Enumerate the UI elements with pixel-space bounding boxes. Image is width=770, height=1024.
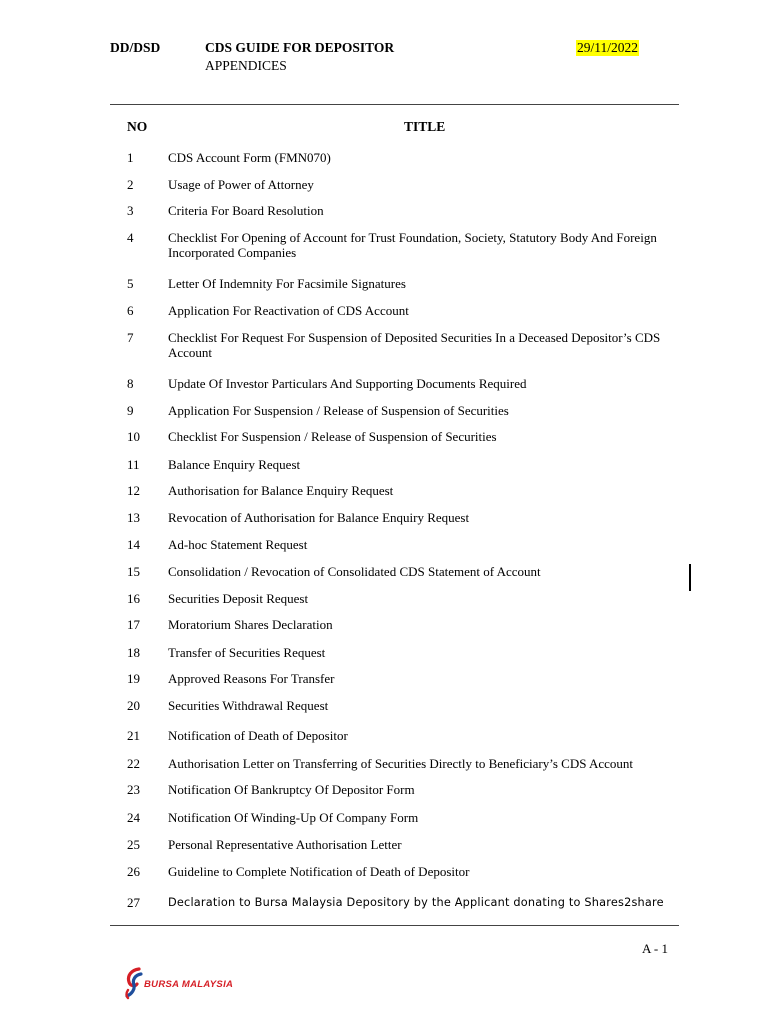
- row-title: Moratorium Shares Declaration: [168, 617, 333, 632]
- row-title: Consolidation / Revocation of Consolidated CDS Statement of Account: [168, 564, 541, 579]
- document-title: CDS GUIDE FOR DEPOSITOR: [205, 40, 395, 55]
- row-number: 7: [127, 330, 134, 345]
- row-number: 17: [127, 617, 140, 632]
- row-number: 12: [127, 483, 140, 498]
- row-title: Declaration to Bursa Malaysia Depository by the Applicant donating to Shares2share: [168, 896, 664, 909]
- row-title: Checklist For Suspension / Release of Suspension of Securities: [168, 429, 497, 444]
- row-number: 11: [127, 457, 140, 472]
- row-title: Notification of Death of Depositor: [168, 728, 348, 743]
- row-number: 18: [127, 645, 140, 660]
- bottom-divider: [110, 925, 679, 926]
- row-title: Checklist For Opening of Account for Trust Foundation, Society, Statutory Body And Foreign Incorporated Companies: [168, 230, 657, 260]
- department-code: DD/DSD: [110, 40, 161, 55]
- row-number: 23: [127, 782, 140, 797]
- row-number: 20: [127, 698, 140, 713]
- row-title: Application For Reactivation of CDS Account: [168, 303, 409, 318]
- row-title: Securities Withdrawal Request: [168, 698, 329, 713]
- row-number: 24: [127, 810, 140, 825]
- row-title: Criteria For Board Resolution: [168, 203, 324, 218]
- row-number: 15: [127, 564, 140, 579]
- column-header-no: NO: [127, 119, 148, 134]
- row-number: 14: [127, 537, 140, 552]
- row-title: Approved Reasons For Transfer: [168, 671, 335, 686]
- row-number: 27: [127, 895, 140, 910]
- row-number: 1: [127, 150, 134, 165]
- row-number: 3: [127, 203, 134, 218]
- row-number: 4: [127, 230, 134, 245]
- row-title: Revocation of Authorisation for Balance Enquiry Request: [168, 510, 470, 525]
- row-number: 25: [127, 837, 140, 852]
- row-number: 16: [127, 591, 140, 606]
- document-subtitle: APPENDICES: [205, 58, 287, 73]
- row-number: 21: [127, 728, 140, 743]
- document-date: 29/11/2022: [577, 40, 639, 55]
- row-title: Notification Of Winding-Up Of Company Form: [168, 810, 419, 825]
- row-title: Letter Of Indemnity For Facsimile Signatures: [168, 276, 406, 291]
- page-number: A - 1: [642, 941, 668, 956]
- row-title: Ad-hoc Statement Request: [168, 537, 308, 552]
- row-title: Securities Deposit Request: [168, 591, 309, 606]
- row-title: Authorisation Letter on Transferring of Securities Directly to Beneficiary’s CDS Account: [168, 756, 634, 771]
- row-number: 19: [127, 671, 140, 686]
- row-number: 2: [127, 177, 134, 192]
- top-divider: [110, 104, 679, 105]
- logo-text: BURSA MALAYSIA: [144, 979, 234, 990]
- row-number: 26: [127, 864, 140, 879]
- row-title: Authorisation for Balance Enquiry Request: [168, 483, 394, 498]
- row-title: Balance Enquiry Request: [168, 457, 301, 472]
- row-title: CDS Account Form (FMN070): [168, 150, 331, 165]
- row-title: Notification Of Bankruptcy Of Depositor Form: [168, 782, 415, 797]
- row-number: 22: [127, 756, 140, 771]
- row-title: Guideline to Complete Notification of Death of Depositor: [168, 864, 470, 879]
- row-number: 8: [127, 376, 134, 391]
- revision-bar: [689, 564, 691, 591]
- column-header-title: TITLE: [404, 119, 446, 134]
- row-number: 13: [127, 510, 140, 525]
- row-title: Checklist For Request For Suspension of Deposited Securities In a Deceased Depositor’s CDS Account: [168, 330, 661, 360]
- row-number: 10: [127, 429, 140, 444]
- row-title: Application For Suspension / Release of Suspension of Securities: [168, 403, 509, 418]
- row-number: 6: [127, 303, 134, 318]
- row-number: 5: [127, 276, 134, 291]
- bursa-malaysia-logo: [123, 966, 253, 1000]
- row-number: 9: [127, 403, 134, 418]
- row-title: Update Of Investor Particulars And Supporting Documents Required: [168, 376, 527, 391]
- row-title: Usage of Power of Attorney: [168, 177, 314, 192]
- row-title: Transfer of Securities Request: [168, 645, 326, 660]
- row-title: Personal Representative Authorisation Letter: [168, 837, 402, 852]
- page-header: [0, 40, 770, 80]
